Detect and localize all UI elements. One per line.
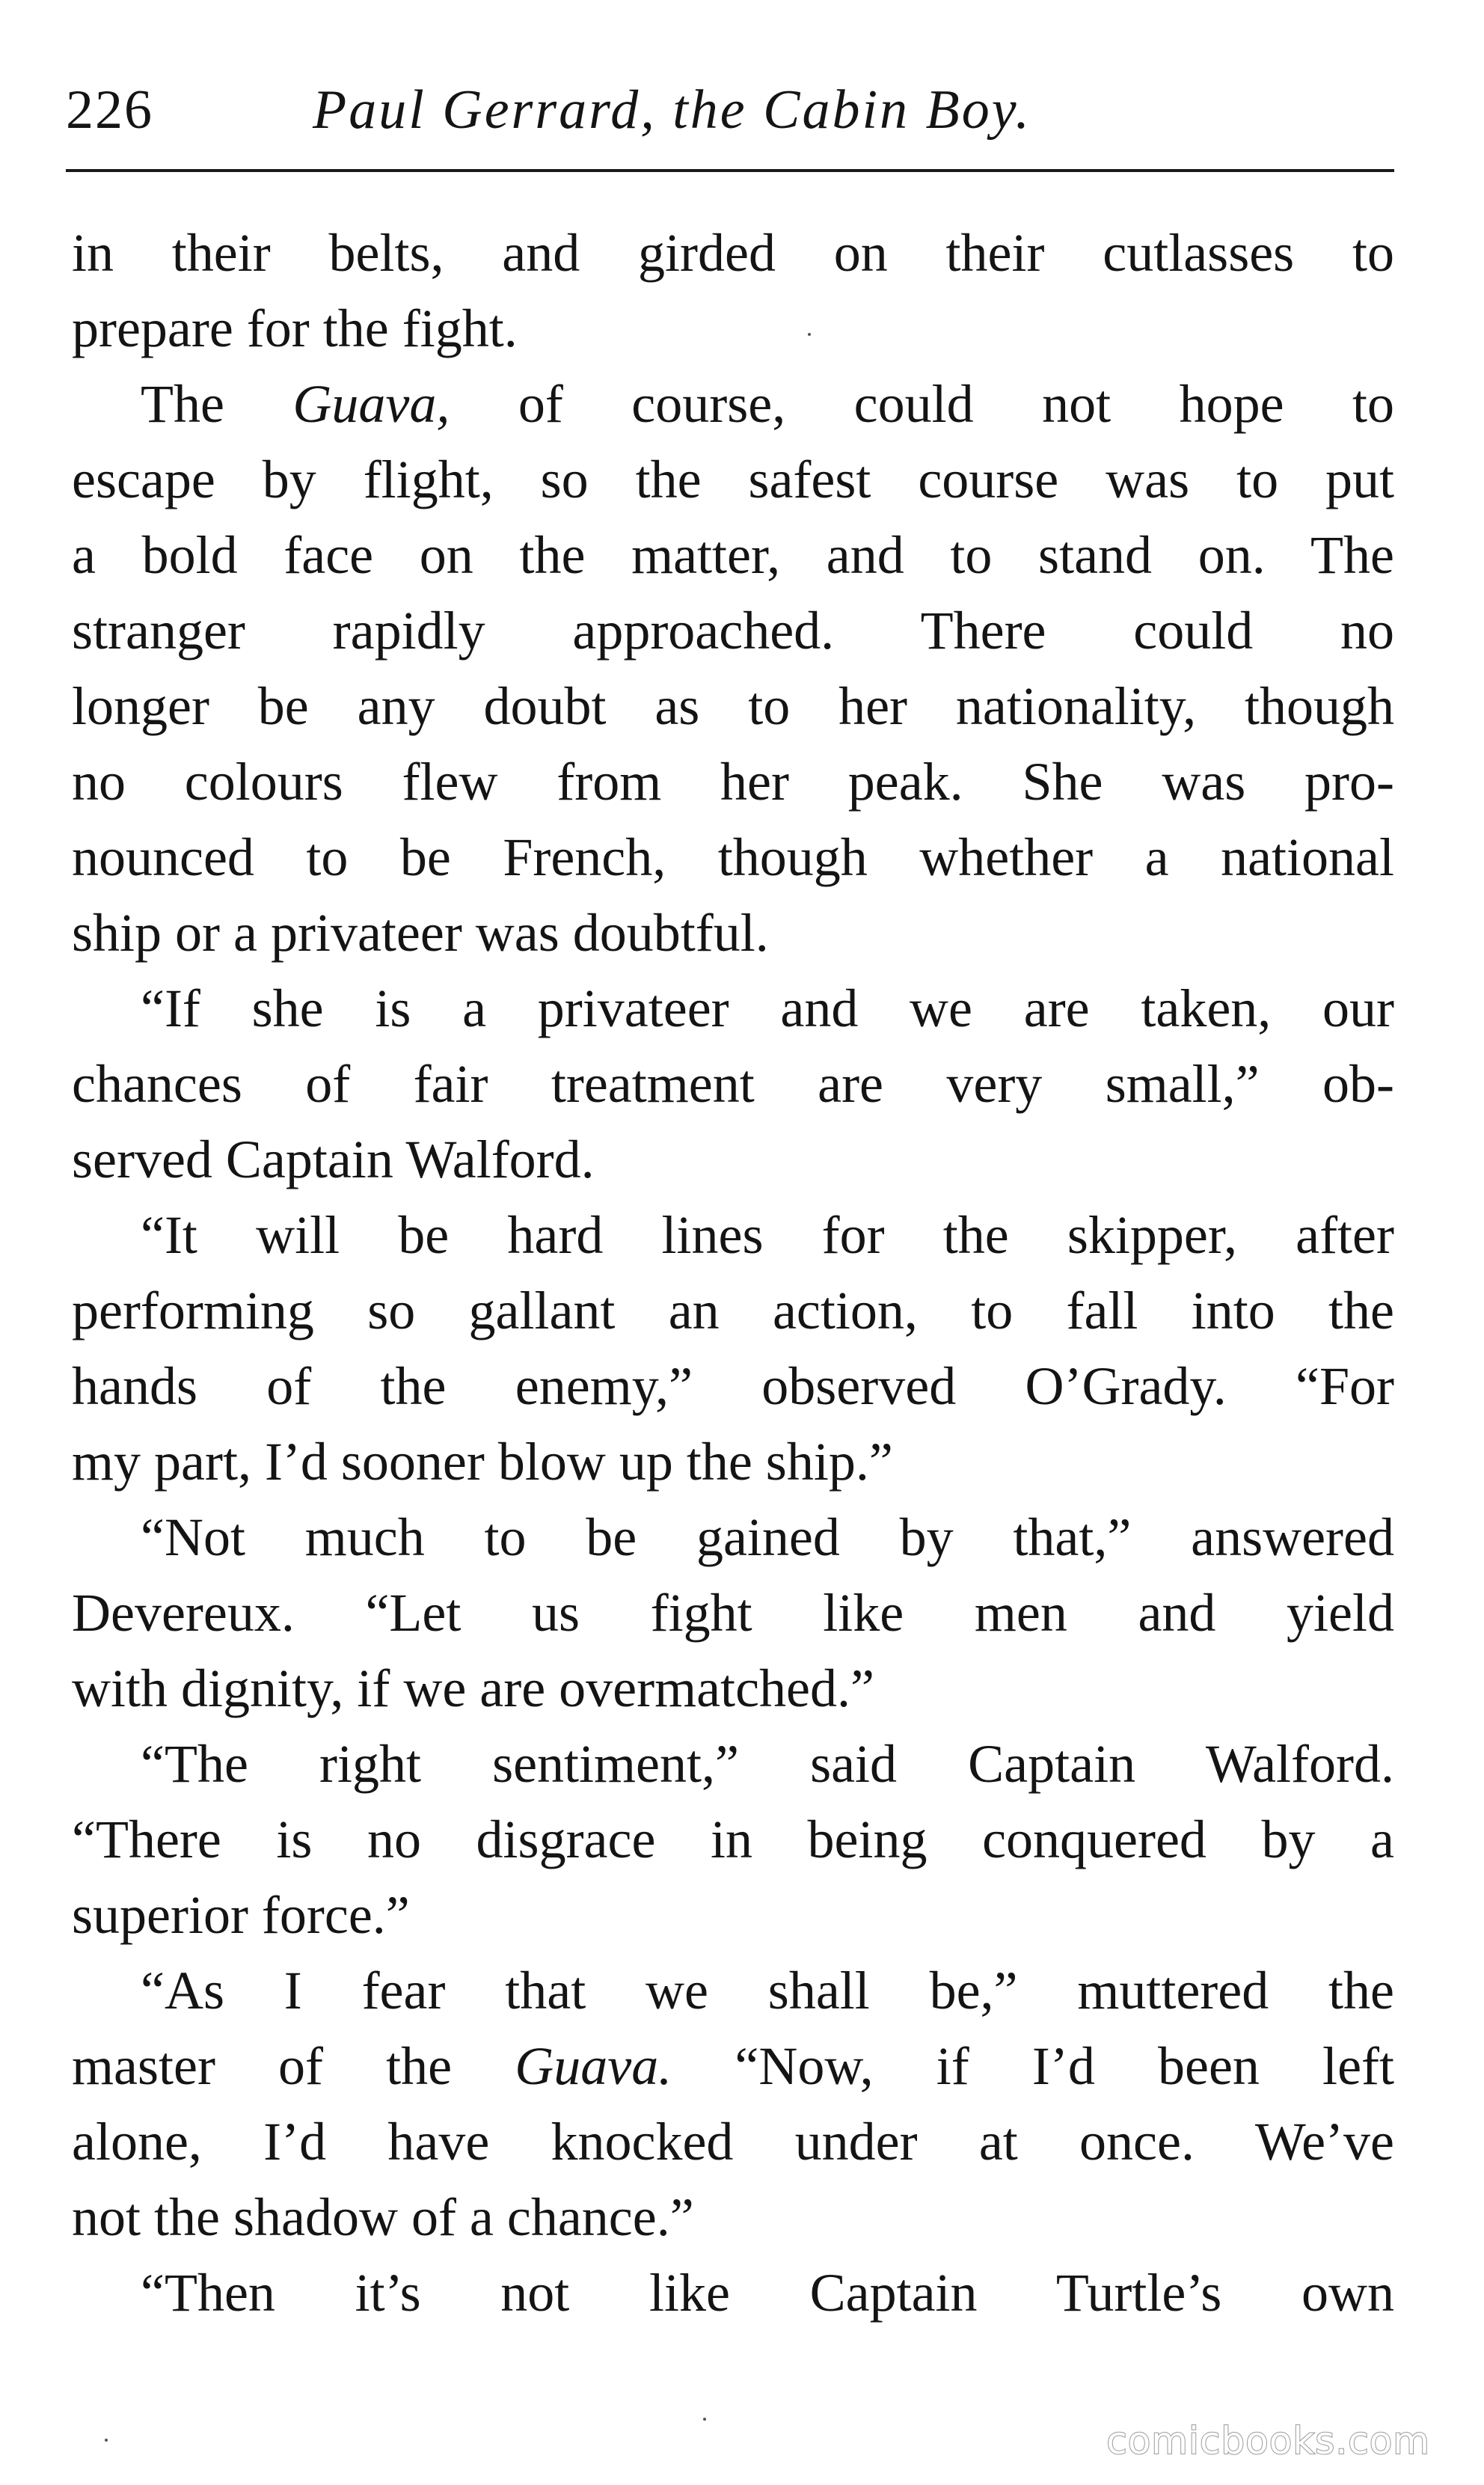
text-segment: “Now, if I’d been left	[672, 2036, 1394, 2096]
header-rule	[66, 169, 1394, 172]
text-line: “If she is a privateer and we are taken, our	[141, 978, 1394, 1038]
text-line: not the shadow of a chance.”	[72, 2187, 694, 2247]
text-line: “The right sentiment,” said Captain Walford.	[141, 1734, 1394, 1794]
text-line: superior force.”	[72, 1885, 410, 1945]
ship-name: Guava.	[515, 2036, 672, 2096]
page-number: 226	[66, 79, 153, 141]
text-line: nounced to be French, though whether a national	[72, 827, 1394, 887]
text-line: longer be any doubt as to her nationality, though	[72, 676, 1394, 736]
page-header	[66, 69, 1397, 151]
ink-speck	[808, 333, 811, 336]
text-line: a bold face on the matter, and to stand on. The	[72, 525, 1394, 585]
text-line: “As I fear that we shall be,” muttered the	[141, 1961, 1394, 2020]
text-segment: of course, could not hope to	[450, 374, 1394, 434]
text-line: escape by flight, so the safest course was to put	[72, 450, 1394, 509]
text-line: “It will be hard lines for the skipper, after	[141, 1205, 1394, 1265]
text-line: alone, I’d have knocked under at once. We’ve	[72, 2112, 1394, 2172]
text-line: Devereux. “Let us fight like men and yield	[72, 1583, 1394, 1643]
ink-speck	[105, 2439, 108, 2442]
text-line: performing so gallant an action, to fall into the	[72, 1281, 1394, 1340]
text-line	[72, 2029, 1394, 2104]
text-line: “Then it’s not like Captain Turtle’s own	[141, 2263, 1394, 2323]
text-line: in their belts, and girded on their cutlasses to	[72, 223, 1394, 283]
text-line: “There is no disgrace in being conquered by a	[72, 1810, 1394, 1869]
running-title: Paul Gerrard, the Cabin Boy.	[313, 79, 1031, 141]
text-segment: The	[141, 374, 293, 434]
text-line: hands of the enemy,” observed O’Grady. “For	[72, 1356, 1394, 1416]
text-line: “Not much to be gained by that,” answered	[141, 1507, 1394, 1567]
ship-name: Guava,	[292, 374, 450, 434]
watermark: comicbooks.com	[1106, 2419, 1430, 2463]
ink-speck	[703, 2418, 706, 2421]
text-line: with dignity, if we are overmatched.”	[72, 1658, 874, 1718]
text-line: stranger rapidly approached. There could no	[72, 601, 1394, 661]
text-line: prepare for the fight.	[72, 298, 518, 358]
text-line: ship or a privateer was doubtful.	[72, 903, 769, 963]
text-segment: master of the	[72, 2036, 515, 2096]
text-line: chances of fair treatment are very small,” ob-	[72, 1054, 1394, 1114]
text-line: served Captain Walford.	[72, 1130, 595, 1189]
body-text	[72, 215, 1394, 2331]
text-line: my part, I’d sooner blow up the ship.”	[72, 1432, 893, 1492]
text-line: no colours flew from her peak. She was pro-	[72, 752, 1394, 812]
text-line	[72, 367, 1394, 442]
